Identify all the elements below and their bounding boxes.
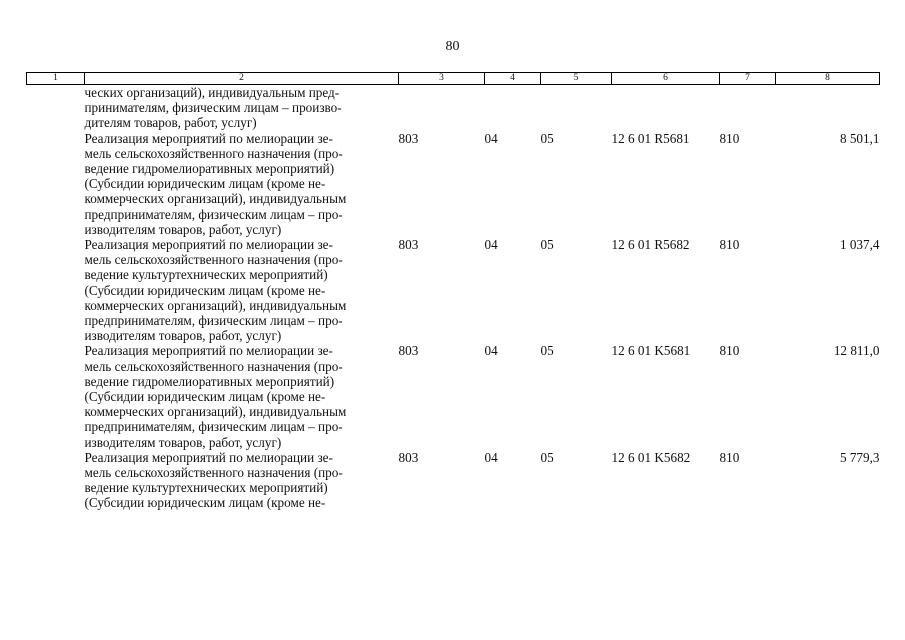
section-code: 04 (484, 130, 498, 146)
header-col-6: 6 (612, 73, 720, 85)
description-line: (Субсидии юридическим лицам (кроме не- (84, 495, 326, 511)
table-row (27, 131, 880, 237)
amount: 1 037,4 (839, 237, 880, 253)
header-col-7: 7 (720, 73, 776, 85)
row-description (85, 343, 399, 449)
section-code: 04 (484, 343, 498, 359)
description-line: изводителям товаров, работ, услуг) (84, 328, 282, 344)
description-line: мель сельскохозяйственного назначения (про- (84, 358, 343, 374)
description-line: ведение гидромелиоративных мероприятий) (84, 373, 335, 389)
page-number: 80 (445, 39, 460, 54)
description-line: Реализация мероприятий по мелиорации зе- (84, 237, 333, 253)
budget-table (26, 72, 880, 511)
description-line: Реализация мероприятий по мелиорации зе- (84, 449, 333, 465)
description-line: мель сельскохозяйственного назначения (про- (84, 145, 343, 161)
description-line: ческих организаций), индивидуальным пред- (84, 85, 340, 100)
row-description (85, 450, 399, 511)
table-row (27, 343, 880, 449)
header-col-1: 1 (27, 73, 85, 85)
description-line: Реализация мероприятий по мелиорации зе- (84, 343, 333, 359)
header-col-8: 8 (776, 73, 880, 85)
table-row (27, 450, 880, 511)
description-line: коммерческих организаций), индивидуальным (84, 297, 347, 313)
description-line: принимателям, физическим лицам – произво- (84, 100, 342, 116)
ministry-code: 803 (398, 449, 419, 465)
table-header-row (27, 73, 880, 85)
row-description (85, 85, 399, 131)
description-line: ведение культуртехнических мероприятий) (84, 480, 328, 496)
target-article-code: 12 6 01 K5681 (611, 343, 691, 359)
header-col-4: 4 (485, 73, 541, 85)
description-line: (Субсидии юридическим лицам (кроме не- (84, 389, 326, 405)
description-line: (Субсидии юридическим лицам (кроме не- (84, 282, 326, 298)
target-article-code: 12 6 01 R5681 (611, 130, 690, 146)
description-line: мель сельскохозяйственного назначения (про- (84, 252, 343, 268)
amount: 12 811,0 (833, 343, 880, 359)
ministry-code: 803 (398, 343, 419, 359)
subsection-code: 05 (540, 449, 554, 465)
ministry-code: 803 (398, 130, 419, 146)
description-line: Реализация мероприятий по мелиорации зе- (84, 130, 333, 146)
description-line: ведение гидромелиоративных мероприятий) (84, 161, 335, 177)
header-col-5: 5 (541, 73, 612, 85)
description-line: (Субсидии юридическим лицам (кроме не- (84, 176, 326, 192)
header-col-3: 3 (399, 73, 485, 85)
subsection-code: 05 (540, 130, 554, 146)
expense-type-code: 810 (719, 449, 740, 465)
description-line: коммерческих организаций), индивидуальным (84, 404, 347, 420)
subsection-code: 05 (540, 343, 554, 359)
row-description (85, 237, 399, 343)
description-line: предпринимателям, физическим лицам – про- (84, 419, 343, 435)
table-row (27, 237, 880, 343)
expense-type-code: 810 (719, 130, 740, 146)
row-description (85, 131, 399, 237)
description-line: изводителям товаров, работ, услуг) (84, 434, 282, 450)
description-line: изводителям товаров, работ, услуг) (84, 221, 282, 237)
table-row-continuation (27, 85, 880, 131)
section-code: 04 (484, 237, 498, 253)
subsection-code: 05 (540, 237, 554, 253)
amount: 8 501,1 (839, 130, 880, 146)
description-line: предпринимателям, физическим лицам – про- (84, 206, 343, 222)
expense-type-code: 810 (719, 343, 740, 359)
description-line: мель сельскохозяйственного назначения (про- (84, 465, 343, 481)
section-code: 04 (484, 449, 498, 465)
description-line: предпринимателям, физическим лицам – про- (84, 313, 343, 329)
ministry-code: 803 (398, 237, 419, 253)
description-line: коммерческих организаций), индивидуальным (84, 191, 347, 207)
target-article-code: 12 6 01 R5682 (611, 237, 690, 253)
description-line: дителям товаров, работ, услуг) (84, 115, 257, 131)
amount: 5 779,3 (839, 449, 880, 465)
expense-type-code: 810 (719, 237, 740, 253)
header-col-2: 2 (85, 73, 399, 85)
description-line: ведение культуртехнических мероприятий) (84, 267, 328, 283)
target-article-code: 12 6 01 K5682 (611, 449, 691, 465)
